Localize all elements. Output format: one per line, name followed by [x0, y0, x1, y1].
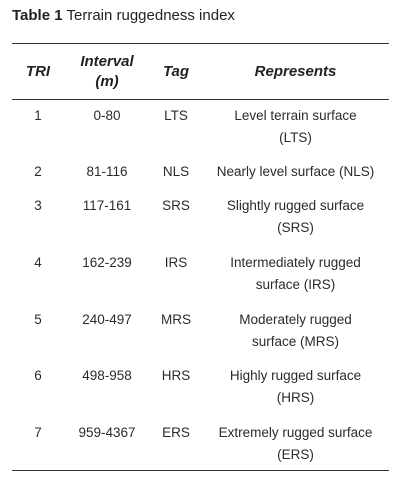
header-interval: Interval: [80, 53, 134, 70]
row-5-interval: 240-497: [82, 312, 132, 327]
row-7-tri: 7: [34, 425, 42, 440]
row-7-represents-cont: (ERS): [277, 447, 314, 462]
row-4-represents: Intermediately rugged: [230, 255, 361, 270]
header-tri: TRI: [25, 63, 51, 80]
row-4-interval: 162-239: [82, 255, 132, 270]
row-3-represents-cont: (SRS): [277, 220, 314, 235]
row-1-represents-cont: (LTS): [279, 130, 312, 145]
row-5-tri: 5: [34, 312, 42, 327]
row-2-tri: 2: [34, 164, 42, 179]
row-1-tri: 1: [34, 108, 42, 123]
row-6-interval: 498-958: [82, 368, 132, 383]
header-tag: Tag: [162, 63, 190, 80]
row-4-tri: 4: [34, 255, 42, 270]
row-1-tag: LTS: [164, 108, 188, 123]
row-2-represents: Nearly level surface (NLS): [216, 164, 375, 179]
row-6-represents-cont: (HRS): [276, 390, 315, 405]
row-1-interval: 0-80: [93, 108, 121, 123]
row-4-represents-cont: surface (IRS): [255, 277, 336, 292]
row-4-tag: IRS: [164, 255, 188, 270]
row-3-tag: SRS: [162, 198, 190, 213]
header-interval-unit: (m): [95, 73, 119, 90]
row-3-represents: Slightly rugged surface: [226, 198, 365, 213]
row-3-tri: 3: [34, 198, 42, 213]
row-2-tag: NLS: [162, 164, 190, 179]
row-1-represents: Level terrain surface: [234, 108, 357, 123]
row-3-interval: 117-161: [82, 198, 132, 213]
table-bottom-rule: [12, 470, 389, 471]
table-caption: [12, 7, 235, 25]
row-5-represents: Moderately rugged: [239, 312, 352, 327]
table-top-rule: [12, 43, 389, 44]
table-caption-title: Terrain ruggedness index: [66, 7, 235, 24]
header-represents: Represents: [254, 63, 337, 80]
row-6-tri: 6: [34, 368, 42, 383]
row-2-interval: 81-116: [86, 164, 128, 179]
row-6-tag: HRS: [161, 368, 191, 383]
row-7-tag: ERS: [162, 425, 190, 440]
row-6-represents: Highly rugged surface: [229, 368, 362, 383]
row-7-represents: Extremely rugged surface: [218, 425, 373, 440]
row-5-tag: MRS: [161, 312, 191, 327]
row-5-represents-cont: surface (MRS): [251, 334, 339, 349]
table-caption-label: Table 1: [12, 7, 63, 24]
row-7-interval: 959-4367: [78, 425, 136, 440]
table-header-rule: [12, 99, 389, 100]
